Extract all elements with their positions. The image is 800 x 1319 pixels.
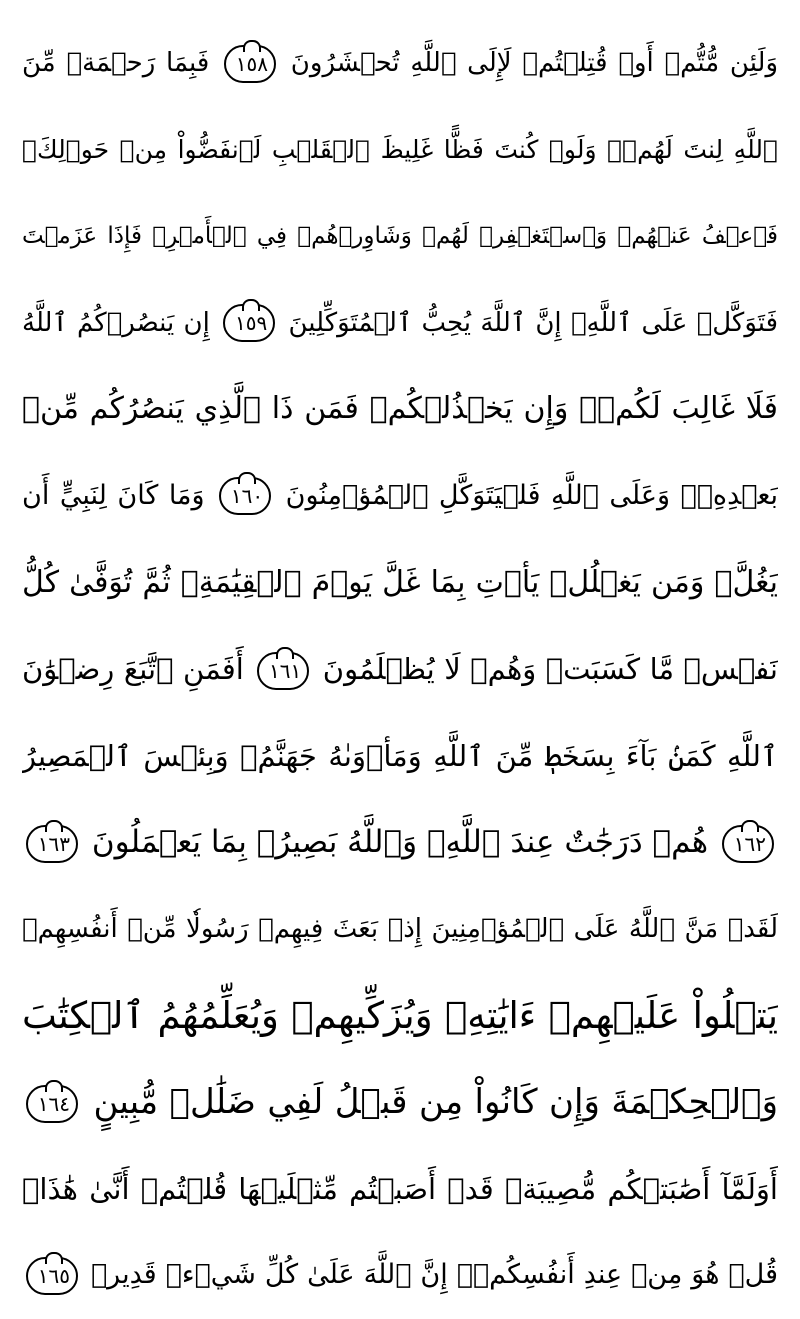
text-line-5 bbox=[22, 366, 778, 453]
ayah-text: ٱللَّهِ لِنتَ لَهُمۡۖ وَلَوۡ كُنتَ فَظًّا غَلِيظَ ٱلۡقَلۡبِ لَٱنفَضُّواْ مِنۡ حَوۡلِكَۖ bbox=[22, 134, 778, 164]
ayah-text: يَتۡلُواْ عَلَيۡهِمۡ ءَايَٰتِهِۦ وَيُزَكِّيهِمۡ وَيُعَلِّمُهُمُ ٱلۡكِتَٰبَ bbox=[22, 993, 778, 1037]
ayah-number-marker: ١٦٥ bbox=[26, 1257, 78, 1295]
ayah-text: فَبِمَا رَحۡمَةٖ مِّنَ bbox=[22, 48, 210, 78]
ayah-text: فَلَا غَالِبَ لَكُمۡۖ وَإِن يَخۡذُلۡكُمۡ فَمَن ذَا ٱلَّذِي يَنصُرُكُم مِّنۢ bbox=[22, 391, 778, 427]
ayah-number-marker: ١٦٣ bbox=[26, 825, 78, 863]
text-line-12 bbox=[22, 973, 778, 1060]
ayah-text: هُمۡ دَرَجَٰتٌ عِندَ ٱللَّهِۗ وَٱللَّهُ بَصِيرُۢ بِمَا يَعۡمَلُونَ bbox=[91, 824, 709, 861]
text-line-6 bbox=[22, 453, 778, 540]
ayah-text: وَٱلۡحِكۡمَةَ وَإِن كَانُواْ مِن قَبۡلُ لَفِي ضَلَٰلٖ مُّبِينٍ bbox=[93, 1082, 778, 1123]
text-line-10 bbox=[22, 799, 778, 886]
text-line-14 bbox=[22, 1146, 778, 1233]
text-line-8 bbox=[22, 626, 778, 713]
text-line-4 bbox=[22, 280, 778, 367]
ayah-text: فَٱعۡفُ عَنۡهُمۡ وَٱسۡتَغۡفِرۡ لَهُمۡ وَشَاوِرۡهُمۡ فِي ٱلۡأَمۡرِۖ فَإِذَا عَزَمۡتَ bbox=[22, 223, 778, 250]
ayah-number-marker: ١٦٤ bbox=[26, 1085, 78, 1123]
text-line-15 bbox=[22, 1232, 778, 1319]
ayah-text: نَفۡسٖ مَّا كَسَبَتۡ وَهُمۡ لَا يُظۡلَمُونَ bbox=[322, 652, 778, 687]
text-line-11 bbox=[22, 886, 778, 973]
text-line-7 bbox=[22, 540, 778, 627]
ayah-text: بَعۡدِهِۦۗ وَعَلَى ٱللَّهِ فَلۡيَتَوَكَّلِ ٱلۡمُؤۡمِنُونَ bbox=[285, 479, 778, 511]
ayah-text: أَفَمَنِ ٱتَّبَعَ رِضۡوَٰنَ bbox=[22, 652, 244, 687]
ayah-text: إِن يَنصُرۡكُمُ ٱللَّهُ bbox=[22, 307, 210, 338]
text-line-9 bbox=[22, 713, 778, 800]
ayah-number-marker: ١٥٩ bbox=[223, 304, 275, 342]
ayah-text: فَتَوَكَّلۡ عَلَى ٱللَّهِۚ إِنَّ ٱللَّهَ يُحِبُّ ٱلۡمُتَوَكِّلِينَ bbox=[288, 307, 778, 338]
text-line-2 bbox=[22, 107, 778, 194]
text-line-1 bbox=[22, 20, 778, 107]
ayah-number-marker: ١٦١ bbox=[257, 652, 309, 690]
ayah-text: لَقَدۡ مَنَّ ٱللَّهُ عَلَى ٱلۡمُؤۡمِنِينَ إِذۡ بَعَثَ فِيهِمۡ رَسُولٗا مِّنۡ أَنفُسِهِمۡ bbox=[22, 913, 778, 944]
ayah-text: يَغُلَّۚ وَمَن يَغۡلُلۡ يَأۡتِ بِمَا غَلَّ يَوۡمَ ٱلۡقِيَٰمَةِۚ ثُمَّ تُوَفَّىٰ كُلُّ bbox=[22, 564, 778, 600]
text-line-3 bbox=[22, 193, 778, 280]
ayah-text: وَلَئِن مُّتُّمۡ أَوۡ قُتِلۡتُمۡ لَإِلَى ٱللَّهِ تُحۡشَرُونَ bbox=[290, 48, 778, 78]
ayah-number-marker: ١٦٠ bbox=[219, 477, 271, 515]
ayah-text: ٱللَّهِ كَمَنۢ بَآءَ بِسَخَطٖ مِّنَ ٱللَّهِ وَمَأۡوَىٰهُ جَهَنَّمُۚ وَبِئۡسَ ٱلۡمَصِيرُ bbox=[22, 738, 778, 773]
ayah-number-marker: ١٥٨ bbox=[224, 45, 276, 83]
text-line-13 bbox=[22, 1059, 778, 1146]
ayah-text: أَوَلَمَّآ أَصَٰبَتۡكُم مُّصِيبَةٞ قَدۡ أَصَبۡتُم مِّثۡلَيۡهَا قُلۡتُمۡ أَنَّىٰ هَٰذَاۖ bbox=[22, 1171, 778, 1206]
ayah-text: قُلۡ هُوَ مِنۡ عِندِ أَنفُسِكُمۡۗ إِنَّ ٱللَّهَ عَلَىٰ كُلِّ شَيۡءٖ قَدِيرٞ bbox=[90, 1259, 778, 1291]
ayah-text: وَمَا كَانَ لِنَبِيٍّ أَن bbox=[22, 479, 205, 511]
ayah-number-marker: ١٦٢ bbox=[722, 825, 774, 863]
